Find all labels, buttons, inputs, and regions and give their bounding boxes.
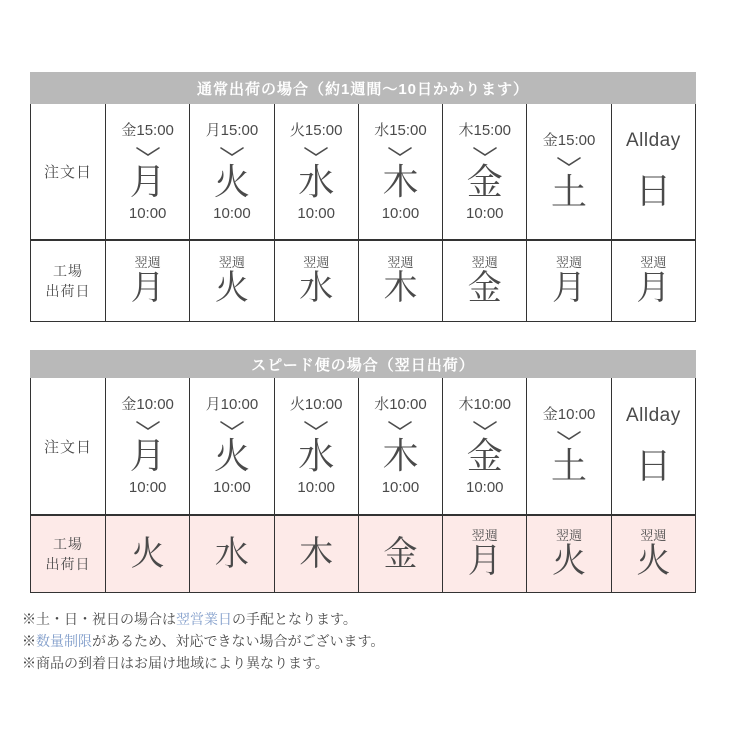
footnote-arrival-date — [22, 652, 384, 674]
ship-day: 火 — [636, 542, 671, 580]
footnote-text: の手配となります。 — [232, 611, 357, 627]
order-deadline: 金10:00 — [121, 396, 174, 413]
chevron-down-icon — [135, 146, 161, 157]
next-week-label: 翌週 — [640, 255, 667, 270]
order-time: 10:00 — [128, 204, 167, 222]
normal-shipping-header — [30, 72, 696, 104]
ship-day-cell — [106, 240, 190, 322]
order-time: 10:00 — [213, 479, 251, 496]
order-day: 日 — [635, 444, 672, 486]
chevron-down-icon — [303, 146, 329, 157]
order-time: 10:00 — [297, 204, 335, 222]
ship-day: 火 — [130, 534, 165, 573]
footnote-holidays — [22, 608, 384, 630]
order-time: 10:00 — [128, 479, 167, 496]
order-day: 水 — [298, 160, 335, 202]
next-week-label: 翌週 — [218, 255, 245, 270]
ship-day: 木 — [299, 534, 334, 573]
next-business-day-link[interactable]: 翌営業日 — [176, 611, 232, 627]
ship-day-cell — [358, 515, 442, 593]
order-day: 日 — [635, 170, 672, 211]
speed-shipping-table — [30, 378, 696, 593]
order-day-cell — [106, 378, 190, 515]
order-time: 10:00 — [381, 204, 420, 222]
order-time: 10:00 — [213, 204, 251, 222]
order-day: 土 — [551, 170, 588, 212]
order-deadline: 月10:00 — [205, 396, 259, 413]
chevron-down-icon — [219, 146, 245, 157]
order-deadline: 火15:00 — [289, 121, 343, 139]
order-day-cell — [527, 104, 611, 240]
order-label: 注文日 — [43, 438, 92, 456]
chevron-down-icon — [303, 420, 329, 431]
order-deadline: 金15:00 — [542, 131, 596, 149]
order-deadline: 水15:00 — [374, 121, 427, 139]
next-week-label: 翌週 — [471, 528, 498, 543]
order-day-cell — [358, 104, 442, 240]
chevron-down-icon — [219, 420, 245, 431]
order-deadline: 木10:00 — [458, 396, 512, 413]
ship-label-line1: 工場 — [53, 536, 83, 552]
footnote-text: ※土・日・祝日の場合は — [22, 611, 176, 627]
order-deadline: 火10:00 — [289, 396, 343, 413]
order-day: 土 — [551, 445, 588, 486]
order-deadline: 月15:00 — [205, 121, 259, 139]
normal-shipping-table — [30, 104, 696, 322]
speed-order-row — [31, 378, 696, 515]
ship-day: 月 — [467, 542, 502, 580]
speed-ship-row — [31, 515, 696, 593]
order-day-cell — [358, 378, 442, 515]
ship-day: 月 — [130, 269, 165, 307]
order-deadline: 金10:00 — [542, 406, 596, 423]
order-time: 10:00 — [465, 479, 504, 496]
footnote-text: ※商品の到着日はお届け地域により異なります。 — [22, 655, 329, 671]
ship-day-cell — [527, 515, 611, 593]
ship-day: 金 — [383, 534, 418, 573]
ship-label-line1: 工場 — [53, 263, 83, 279]
order-day: 水 — [298, 435, 335, 476]
shipping-schedule — [30, 72, 696, 593]
ship-day: 水 — [299, 269, 334, 307]
order-time: 10:00 — [297, 479, 335, 496]
footnote-text: ※ — [22, 633, 36, 649]
chevron-down-icon — [387, 420, 413, 431]
chevron-down-icon — [472, 420, 498, 431]
order-deadline: Allday — [625, 130, 681, 151]
order-day-cell — [611, 104, 695, 240]
order-day-cell — [190, 378, 274, 515]
order-day: 月 — [129, 435, 166, 476]
chevron-down-icon — [387, 146, 413, 157]
ship-day-cell — [106, 515, 190, 593]
ship-day: 金 — [467, 269, 502, 307]
next-week-label: 翌週 — [556, 528, 583, 543]
order-deadline: 木15:00 — [458, 121, 512, 139]
order-time: 10:00 — [465, 204, 504, 222]
ship-day-cell — [358, 240, 442, 322]
ship-day: 月 — [636, 269, 671, 307]
ship-day-cell — [611, 240, 695, 322]
order-day-cell — [443, 104, 527, 240]
footnote-quantity-limit — [22, 630, 384, 652]
order-day: 木 — [382, 435, 419, 476]
order-day-cell — [611, 378, 695, 515]
chevron-down-icon — [472, 146, 498, 157]
order-day-cell — [190, 104, 274, 240]
order-day-cell — [274, 378, 358, 515]
ship-day-cell — [443, 515, 527, 593]
chevron-down-icon — [556, 156, 582, 167]
order-day: 金 — [466, 435, 503, 476]
order-label-cell — [31, 104, 106, 240]
order-day-cell — [274, 104, 358, 240]
next-week-label: 翌週 — [387, 255, 414, 270]
normal-shipping-title: 通常出荷の場合（約1週間〜10日かかります） — [196, 80, 530, 98]
ship-day-cell — [274, 515, 358, 593]
order-day: 木 — [382, 160, 419, 202]
next-week-label: 翌週 — [640, 528, 667, 543]
ship-day-cell — [443, 240, 527, 322]
ship-day-cell — [274, 240, 358, 322]
order-day: 月 — [129, 160, 166, 202]
normal-ship-row — [31, 240, 696, 322]
ship-day: 火 — [552, 542, 587, 580]
chevron-down-icon — [556, 430, 582, 441]
speed-shipping-header — [30, 350, 696, 378]
order-label: 注文日 — [43, 164, 92, 181]
order-day-cell — [443, 378, 527, 515]
ship-label-line2: 出荷日 — [45, 556, 91, 572]
ship-day-cell — [190, 515, 274, 593]
footnotes — [22, 608, 384, 674]
next-week-label: 翌週 — [556, 255, 583, 270]
ship-day-cell — [190, 240, 274, 322]
order-time: 10:00 — [381, 479, 420, 496]
ship-label-line2: 出荷日 — [45, 283, 91, 299]
next-week-label: 翌週 — [471, 255, 498, 270]
chevron-down-icon — [135, 420, 161, 431]
speed-shipping-title: スピード便の場合（翌日出荷） — [251, 356, 475, 374]
quantity-limit-link[interactable]: 数量制限 — [36, 633, 92, 649]
order-deadline: 水10:00 — [374, 396, 427, 413]
ship-day: 火 — [214, 269, 249, 307]
ship-label-cell — [31, 240, 106, 322]
footnote-text: があるため、対応できない場合がございます。 — [92, 633, 385, 649]
order-day-cell — [527, 378, 611, 515]
ship-day: 月 — [552, 269, 587, 307]
ship-day-cell — [527, 240, 611, 322]
order-day-cell — [106, 104, 190, 240]
normal-order-row — [31, 104, 696, 240]
order-deadline: Allday — [625, 404, 681, 426]
ship-day: 水 — [214, 534, 249, 573]
ship-label-cell — [31, 515, 106, 593]
next-week-label: 翌週 — [134, 255, 161, 270]
order-deadline: 金15:00 — [121, 121, 174, 139]
ship-day: 木 — [383, 269, 418, 307]
order-day: 火 — [213, 435, 250, 476]
order-label-cell — [31, 378, 106, 515]
next-week-label: 翌週 — [303, 255, 330, 270]
order-day: 火 — [213, 160, 250, 202]
ship-day-cell — [611, 515, 695, 593]
order-day: 金 — [466, 160, 503, 202]
